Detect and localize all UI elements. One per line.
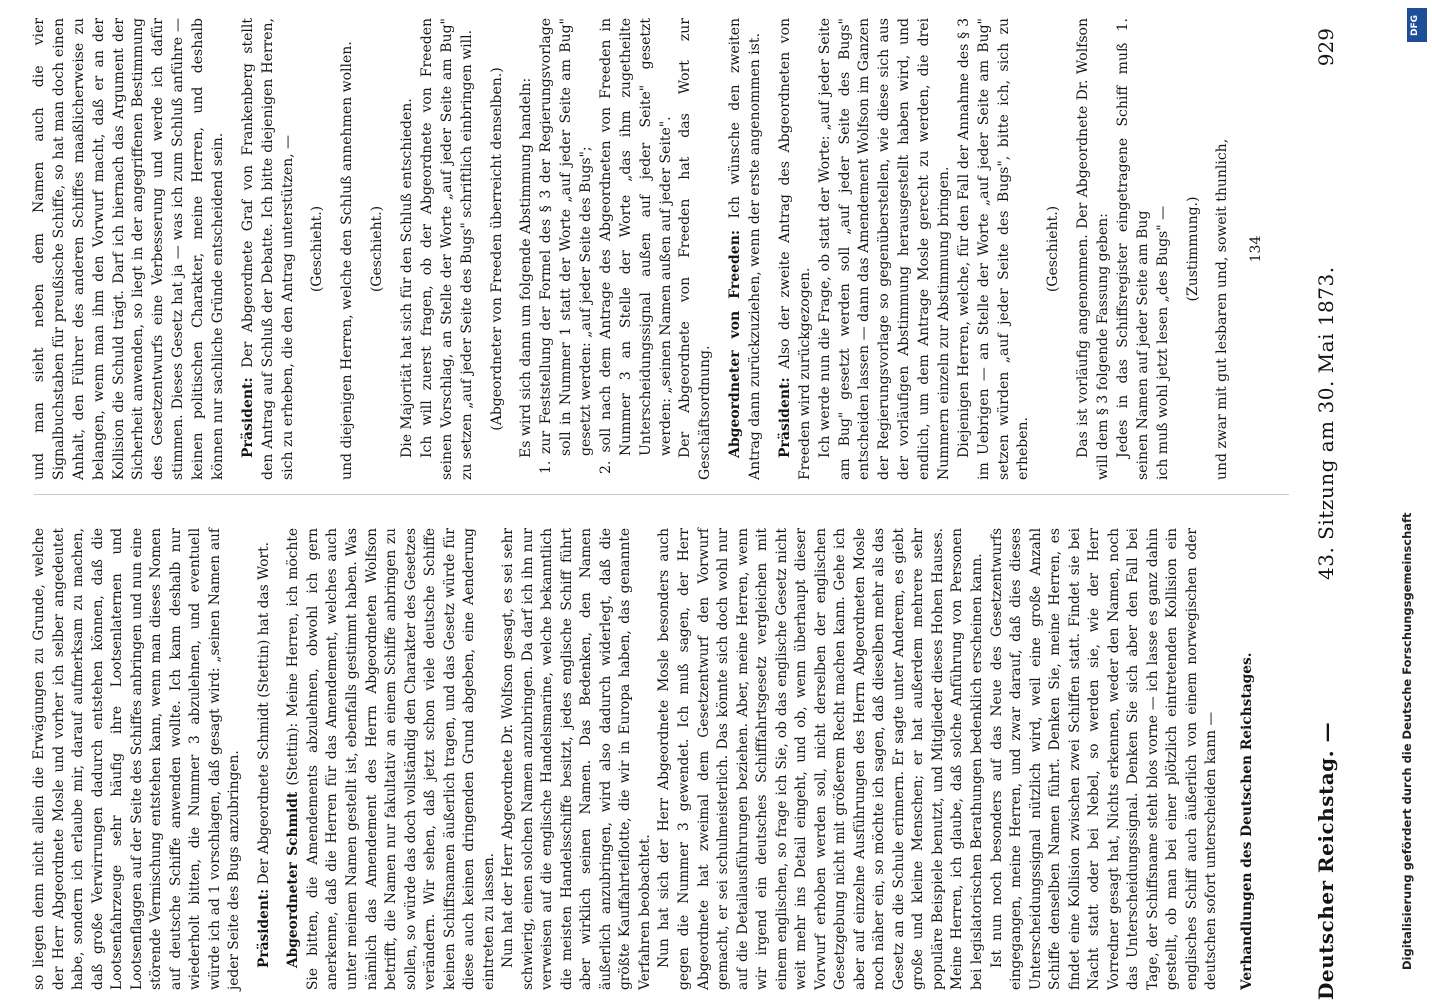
paragraph: und diejenigen Herren, welche den Schluß annehmen wollen. [339, 41, 356, 480]
session-title: 43. Sitzung am 30. Mai 1873. [1314, 266, 1338, 580]
list-item: 1. zur Feststellung der Formel des § 3 der Regierungsvorlage soll in Nummer 1 statt der Worte „auf jeder Seite am Bug" gesetzt werden: „auf jeder Seite des Bugs"; [538, 18, 594, 474]
digitization-note-text: Digitalisierung gefördert durch die Deutsche Forschungsgemeinschaft [1400, 512, 1414, 970]
speaker-name: Abgeordneter Schmidt [285, 791, 302, 968]
speaker-name: Abgeordneter von Freeden: [727, 229, 744, 458]
paragraph: Jedes in das Schiffsregister eingetragene Schiff muß 1. seinen Namen auf jeder Seite am Bug [1114, 18, 1151, 480]
left-column [30, 528, 1257, 990]
stage-direction: (Geschieht.) [1045, 205, 1062, 293]
list-item: 2. soll nach dem Antrage des Abgeordneten von Freeden in Nummer 3 an Stelle der Worte „das ihm zugetheilte Unterscheidungssignal außen auf jeder Seite" gesetzt werden: „seinen Namen außen auf jeder Seite". [597, 18, 674, 474]
paragraph: Nun hat der Herr Abgeordnete Dr. Wolfson gesagt, es sei sehr schwierig, einen solchen Namen anzubringen. Da darf ich ihn nur verweisen auf die englische Handelsmarine, welche bekanntlich die meisten Handelsschiffe besitzt, jedes englische Schiff führt aber wirklich seinen Namen. Das Bedenken, den Namen äußerlich anzubringen, wird also dadurch widerlegt, daß die größte Kauffahrteiflotte, die wir in Europa haben, das genannte Verfahren beobachtet. [500, 528, 653, 990]
dfg-logo [1407, 8, 1427, 42]
paragraph: Die Majorität hat sich für den Schluß entschieden. [399, 98, 415, 458]
footer-title: Verhandlungen des Deutschen Reichstages. [1238, 652, 1255, 990]
paragraph: Es wird sich dann um folgende Abstimmung handeln: [518, 77, 535, 458]
stage-direction: (Geschieht.) [309, 205, 326, 293]
speaker-name: Präsident: [255, 888, 272, 968]
speaker-name: Präsident: [239, 377, 256, 458]
page-header [1306, 0, 1346, 1000]
stage-direction: (Abgeordneter von Freeden überreicht denselben.) [488, 67, 505, 431]
paragraph: ich muß wohl jetzt lesen „des Bugs" — [1154, 205, 1171, 480]
paragraph [255, 528, 275, 990]
sheet-number: 134 [1248, 235, 1265, 263]
paragraph: Diejenigen Herren, welche, für den Fall der Annahme des § 3 im Uebrigen — an Stelle der Worte „auf jeder Seite am Bug" setzen würden „auf jeder Seite des Bugs", bitte ich, sich zu erheben. [955, 18, 1032, 480]
speech-text: Also der zweite Antrag des Abgeordneten von Freeden wird zurückgezogen. [776, 17, 813, 480]
paragraph: Ich will zuerst fragen, ob der Abgeordnete von Freeden seinen Vorschlag, an Stelle der Worte „auf jeder Seite am Bug" zu setzen „auf jeder Seite des Bugs" schriftlich einbringen will. [418, 18, 475, 480]
speech-text: (Stettin): Meine Herren, ich möchte Sie bitten, die Amendements abzulehnen, obwohl ich gern anerkenne, daß die Herren für das Amendement, welches auch unter meinem Namen gestellt ist, ebenfalls gestimmt haben. Was nämlich das Amendement des Herrn Abgeordneten Wolfson betrifft, die Namen nur fakultativ an einem Schiffe anbringen zu sollen, so würde das doch vollständig den Charakter des Gesetzes verändern. Wir sehen, daß jetzt schon viele deutsche Schiffe keinen Schiffsnamen äußerlich tragen, und das Gesetz würde für diese auch keinen dringenden Grund abgeben, eine Aenderung eintreten zu lassen. [285, 527, 497, 990]
paragraph [239, 18, 299, 480]
speaker-name: Präsident: [776, 377, 793, 458]
paragraph [284, 528, 499, 990]
publication-title: Deutscher Reichstag. — [1314, 721, 1338, 1000]
speech-text: Der Abgeordnete Schmidt (Stettin) hat das Wort. [255, 542, 272, 885]
paragraph: Der Abgeordnete von Freeden hat das Wort zur Geschäftsordnung. [677, 18, 714, 480]
dfg-logo-text: DFG [1410, 14, 1420, 36]
paragraph: Ist nun noch besonders auf das Neue des Gesetzentwurfs eingegangen, meine Herren, und zwar darauf, daß dies dieses Unterscheidungssignal nützlich wird, weil eine große Anzahl Schiffe denselben Namen führt. Denken Sie, meine Herren, es findet eine Kollision zwischen zwei Schiffen statt. Findet sie bei Nacht statt oder bei Nebel, so werden sie, wie der Herr Vorredner gesagt hat, Nichts erkennen, weder den Namen, noch das Unterscheidungssignal. Denken Sie sich aber den Fall bei Tage, der Schiffsname steht blos vorne — ich lasse es ganz dahin gestellt, ob man bei einer plötzlich eintretenden Kollision ein englisches Schiff auch äußerlich von einem norwegischen oder deutschen sofort unterscheiden kann — [988, 528, 1220, 990]
paragraph: Das ist vorläufig angenommen. Der Abgeordnete Dr. Wolfson will dem § 3 folgende Fassung geben: [1075, 18, 1111, 480]
paragraph: Ich werde nun die Frage, ob statt der Worte: „auf jeder Seite am Bug" gesetzt werden soll „auf jeder Seite des Bugs" entscheiden lassen — dann das Amendement Wolfson im Ganzen der Regierungsvorlage so gegenüberstellen, wie diese sich aus der vorläufigen Abstimmung herausgestellt haben wird, und endlich, um dem Antrage Mosle gerecht zu werden, die drei Nummern einzeln zur Abstimmung bringen. [816, 18, 952, 480]
speech-text: Der Abgeordnete Graf von Frankenberg stellt den Antrag auf Schluß der Debatte. Ich bitte diejenigen Herren, sich zu erheben, die den Antrag unterstützen, — [239, 18, 296, 480]
stage-direction: (Zustimmung.) [1184, 196, 1201, 302]
paragraph: Nun hat sich der Herr Abgeordnete Mosle besonders auch gegen die Nummer 3 gewendet. Ich muß sagen, der Herr Abgeordnete hat zweimal dem Gesetzentwurf den Vorwurf gemacht, er sei schulmeisterlich. Das könnte sich doch wohl nur auf die Detailausführungen beziehen. Aber, meine Herren, wenn wir irgend ein deutsches Schifffahrtsgesetz vergleichen mit einem englischen, so frage ich Sie, ob das englische Gesetz nicht weit mehr ins Detail eingeht, und ob, wenn überhaupt dieser Vorwurf erhoben werden soll, nicht derselben der englischen Gesetzgebung nicht mit größerem Recht machen kann. Gehe ich aber auf einzelne Ausführungen des Herrn Abgeordneten Mosle noch näher ein, so möchte ich sagen, daß dieselben mehr als das Gesetz an die Schule erinnern. Er sagte unter Anderem, es giebt große und kleine Menschen; er hat außerdem mehrere sehr populäre Beispiele benutzt, und Mitglieder dieses Hohen Hauses. Meine Herren, ich glaube, daß solche Anführung von Personen bei legislatorischen Berathungen bedenklich erscheinen kann. [656, 528, 985, 990]
paragraph: und man sieht neben dem Namen auch die vier Signalbuchstaben für preußische Schiffe, so hat man doch einen Anhalt, den Führer des anderen Schiffes maaßlicherweise zu belangen, wenn man ihm den Vorwurf macht, daß er an der Kollision die Schuld trägt. Darf ich hiernach das Argument der Sicherheit anwenden, so liegt in der angegriffenen Bestimmung des Gesetzentwurfs eine Verbesserung und werde ich dafür stimmen. Dieses Gesetz hat ja — was ich zum Schluß anführe — keinen politischen Charakter, meine Herren, und deshalb können nur sachliche Gründe entscheidend sein. [31, 18, 226, 480]
speech-text: Ich wünsche den zweiten Antrag dann zurückzuziehen, wenn der erste angenommen ist. [727, 17, 763, 480]
right-column [30, 18, 1277, 480]
page-number: 929 [1314, 28, 1338, 67]
stage-direction: (Geschieht.) [369, 205, 386, 293]
digitization-note [1386, 10, 1426, 990]
paragraph [726, 18, 766, 480]
paragraph [776, 18, 816, 480]
paragraph: so liegen denn nicht allein die Erwägungen zu Grunde, welche der Herr Abgeordnete Mosle und vorher ich selber angedeutet habe, sondern ich erlaube mir, darauf aufmerksam zu machen, daß große Verwirrungen dadurch entstehen können, daß die Lootsenfahrzeuge sehr häufig ihre Lootsenlaternen und Lootsenflaggen auf der Seite des Schiffes anbringen und nun eine störende Vermischung entstehen kann, wenn man dieses Nomen auf deutsche Schiffe anwenden wollte. Ich kann deshalb nur wiederholt bitten, die Nummer 3 abzulehnen, und eventuell würde ich ad 1 vorschlagen, daß gesagt wird: „seinen Namen auf jeder Seite des Bugs anzubringen. [31, 528, 243, 990]
paragraph: und zwar mit gut lesbaren und, soweit thunlich, [1214, 138, 1231, 480]
